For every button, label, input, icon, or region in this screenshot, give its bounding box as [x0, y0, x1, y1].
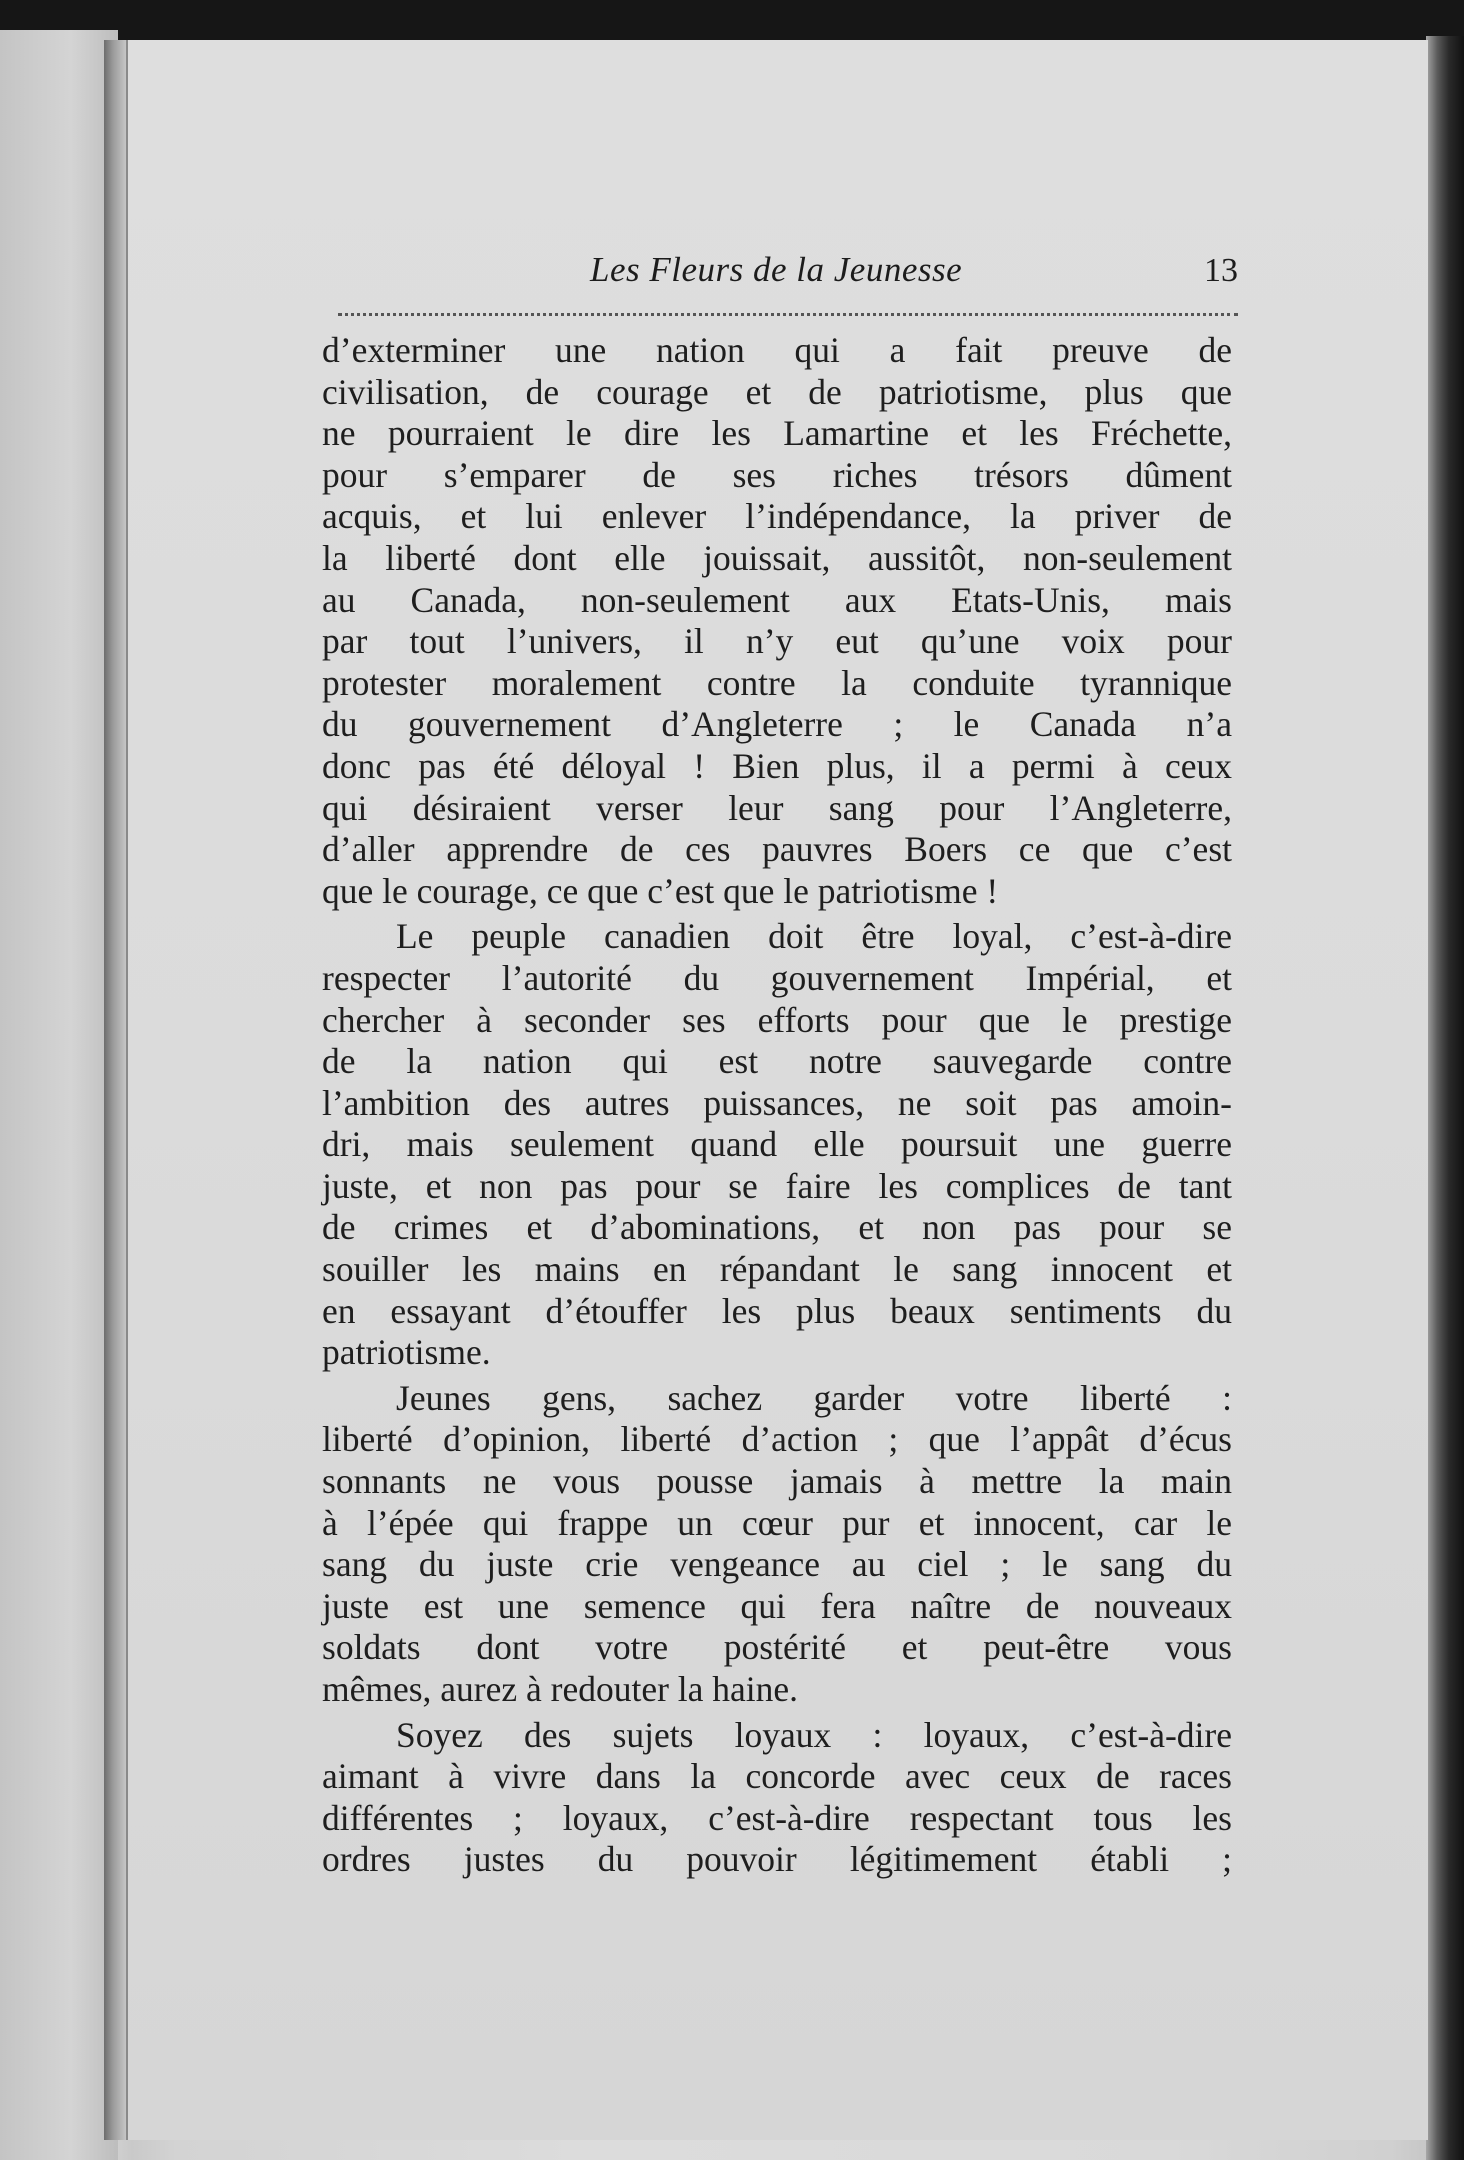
- text-line: qui désiraient verser leur sang pour l’Angleterre,: [322, 787, 1232, 828]
- paragraph: [322, 1378, 1232, 1711]
- text-line: à l’épée qui frappe un cœur pur et innocent, car le: [322, 1502, 1232, 1543]
- paragraph: [322, 330, 1232, 912]
- page-stack-edge: [1426, 36, 1464, 2160]
- text-line: que le courage, ce que c’est que le patriotisme !: [322, 870, 999, 911]
- text-line: aimant à vivre dans la concorde avec ceux de races: [322, 1756, 1232, 1797]
- running-title: Les Fleurs de la Jeunesse: [590, 250, 963, 289]
- text-line: respecter l’autorité du gouvernement Impérial, et: [322, 957, 1232, 998]
- text-line: mêmes, aurez à redouter la haine.: [322, 1669, 799, 1709]
- text-line: sang du juste crie vengeance au ciel ; le sang du: [322, 1544, 1232, 1585]
- book-gutter: [104, 40, 126, 2140]
- body-text: [322, 330, 1232, 1881]
- text-line: la liberté dont elle jouissait, aussitôt, non-seulement: [322, 537, 1232, 578]
- text-line: Soyez des sujets loyaux : loyaux, c’est-à-dire: [396, 1714, 1232, 1755]
- text-line: ordres justes du pouvoir légitimement établi ;: [322, 1839, 1232, 1880]
- text-line: Le peuple canadien doit être loyal, c’est-à-dire: [396, 916, 1232, 957]
- header-dotted-rule: [338, 313, 1238, 316]
- text-line: au Canada, non-seulement aux Etats-Unis, mais: [322, 579, 1232, 620]
- text-line: soldats dont votre postérité et peut-être vous: [322, 1627, 1232, 1668]
- text-line: dri, mais seulement quand elle poursuit une guerre: [322, 1124, 1232, 1165]
- text-line: d’exterminer une nation qui a fait preuve de: [322, 330, 1232, 370]
- text-line: Jeunes gens, sachez garder votre liberté :: [396, 1377, 1232, 1418]
- text-line: acquis, et lui enlever l’indépendance, la priver de: [322, 496, 1232, 537]
- text-line: juste est une semence qui fera naître de nouveaux: [322, 1585, 1232, 1626]
- page-number: 13: [1204, 252, 1238, 289]
- text-line: souiller les mains en répandant le sang innocent et: [322, 1249, 1232, 1290]
- text-line: chercher à seconder ses efforts pour que le prestige: [322, 999, 1232, 1040]
- text-line: donc pas été déloyal ! Bien plus, il a permi à ceux: [322, 745, 1232, 786]
- paragraph: [322, 1715, 1232, 1881]
- paragraph: [322, 916, 1232, 1374]
- text-line: différentes ; loyaux, c’est-à-dire respectant tous les: [322, 1797, 1232, 1838]
- text-line: patriotisme.: [322, 1332, 491, 1373]
- running-header: [338, 250, 1238, 300]
- text-line: liberté d’opinion, liberté d’action ; que l’appât d’écus: [322, 1419, 1232, 1460]
- text-line: juste, et non pas pour se faire les complices de tant: [322, 1165, 1232, 1206]
- text-line: l’ambition des autres puissances, ne soit pas amoin-: [322, 1082, 1232, 1123]
- text-line: par tout l’univers, il n’y eut qu’une voix pour: [322, 621, 1232, 662]
- text-line: d’aller apprendre de ces pauvres Boers ce que c’est: [322, 829, 1232, 870]
- text-line: protester moralement contre la conduite tyrannique: [322, 662, 1232, 703]
- text-line: en essayant d’étouffer les plus beaux sentiments du: [322, 1290, 1232, 1331]
- text-line: civilisation, de courage et de patriotisme, plus que: [322, 371, 1232, 412]
- text-line: sonnants ne vous pousse jamais à mettre la main: [322, 1461, 1232, 1502]
- text-line: de la nation qui est notre sauvegarde contre: [322, 1041, 1232, 1082]
- text-line: ne pourraient le dire les Lamartine et les Fréchette,: [322, 413, 1232, 454]
- text-line: du gouvernement d’Angleterre ; le Canada n’a: [322, 704, 1232, 745]
- text-line: de crimes et d’abominations, et non pas pour se: [322, 1207, 1232, 1248]
- text-line: pour s’emparer de ses riches trésors dûment: [322, 454, 1232, 495]
- left-page-edge: [0, 30, 118, 2160]
